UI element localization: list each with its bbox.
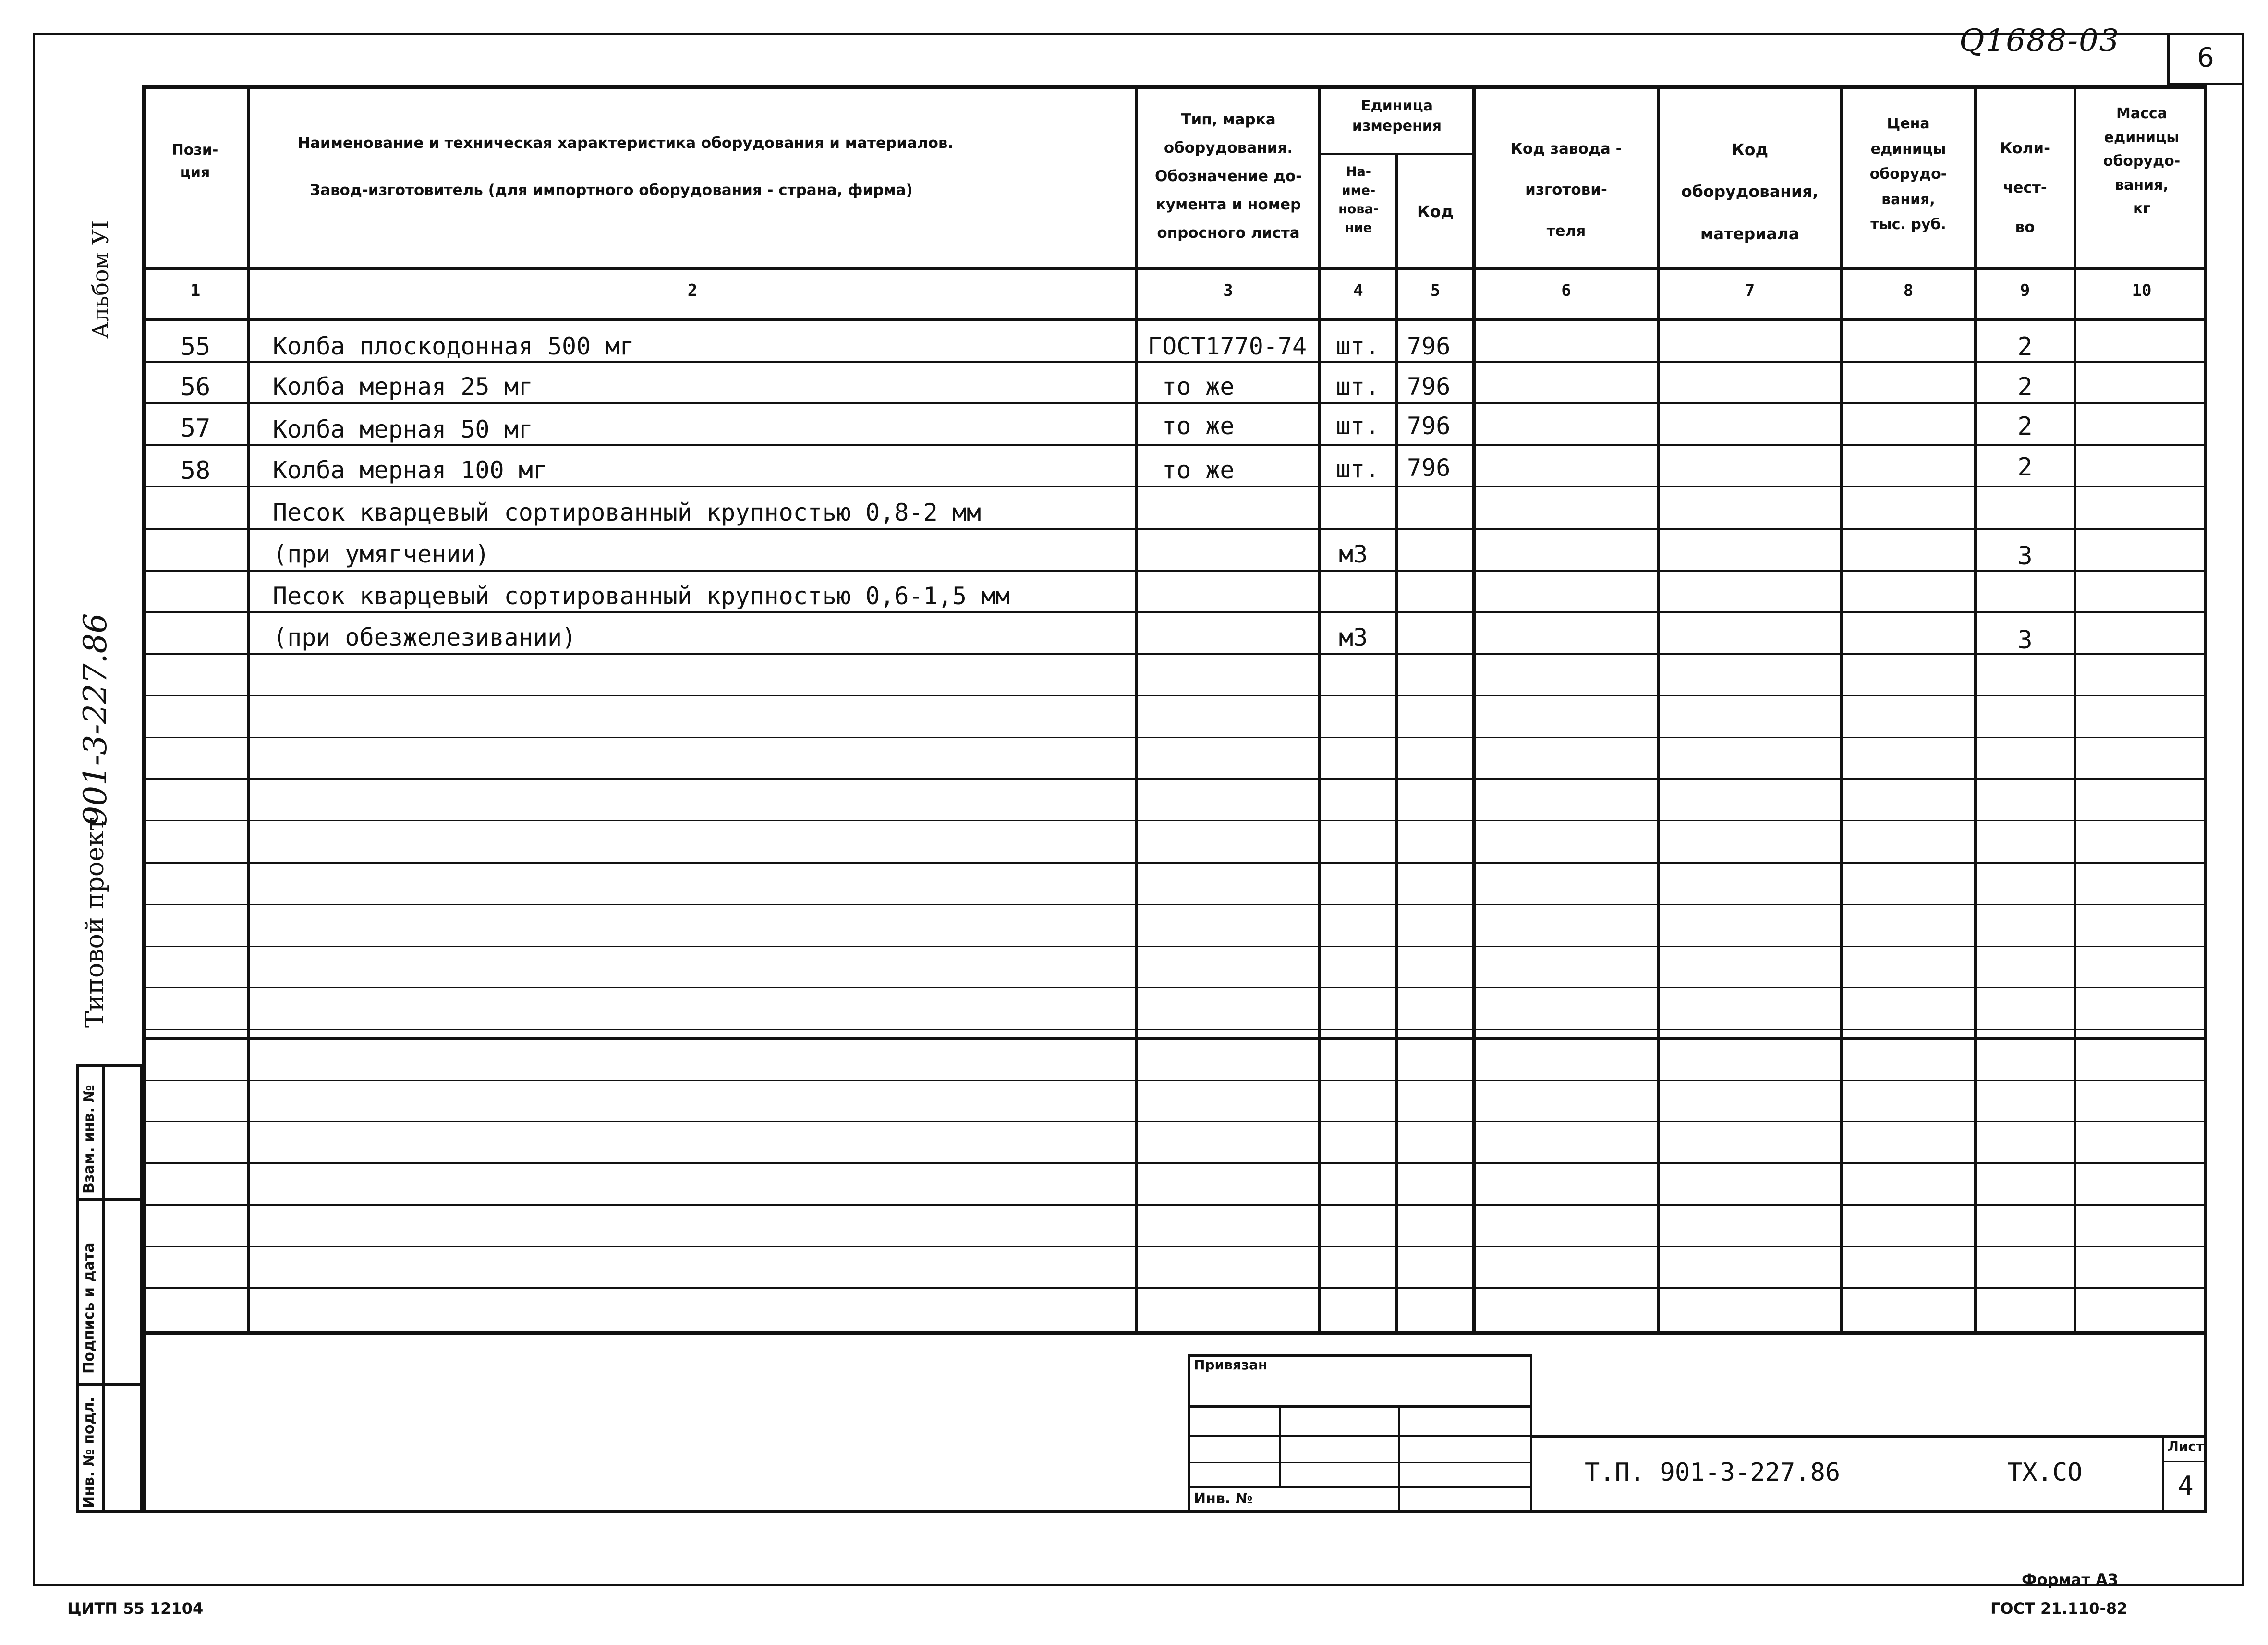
colnum-4: 4 [1353, 281, 1363, 300]
row-5-name: Песок кварцевый сортированный крупностью 0,8-2 мм [273, 499, 982, 526]
header-name-line2: Завод-изготовитель (для импортного оборудования - страна, фирма) [310, 182, 913, 199]
header-price: Цена единицы оборудо- вания, тыс. руб. [1869, 115, 1947, 233]
sheet-number: 4 [2178, 1471, 2194, 1501]
row-8-name: (при обезжелезивании) [273, 623, 577, 651]
document-code: Q1688-03 [1959, 23, 2120, 59]
footer-left: ЦИТП 55 12104 [67, 1599, 204, 1618]
stamp-label-inv: Инв. № подл. [81, 1396, 97, 1508]
sheet-label: Лист [2167, 1438, 2204, 1454]
header-type: Тип, марка оборудования. Обозначение до- кумента и номер опросного листа [1154, 111, 1302, 242]
designation: Т.П. 901-3-227.86 [1585, 1458, 1841, 1487]
row-6-unit: м3 [1339, 540, 1368, 568]
footer-standard: ГОСТ 21.110-82 [1990, 1599, 2128, 1618]
album-label: Альбом УI [87, 220, 113, 339]
colnum-9: 9 [2020, 281, 2030, 300]
project-label: Типовой проект [81, 817, 109, 1028]
row-1-type: ГОСТ1770-74 [1148, 332, 1307, 360]
header-position: Пози- ция [171, 142, 218, 181]
row-4-quantity: 2 [2017, 453, 2033, 482]
row-4-type: то же [1162, 456, 1235, 484]
footer-format: Формат А3 [2022, 1571, 2119, 1589]
row-3-quantity: 2 [2017, 412, 2033, 441]
row-1-unit: шт. [1336, 332, 1380, 360]
page-number: 6 [2197, 42, 2214, 73]
header-quantity: Коли- чест- во [2000, 140, 2050, 236]
row-2-unit-code: 796 [1407, 373, 1451, 401]
colnum-7: 7 [1745, 281, 1755, 300]
header-unit-code: Код [1417, 202, 1454, 221]
colnum-1: 1 [190, 281, 201, 300]
colnum-6: 6 [1561, 281, 1571, 300]
row-7-name: Песок кварцевый сортированный крупностью 0,6-1,5 мм [273, 582, 1010, 610]
row-8-unit: м3 [1339, 623, 1368, 651]
colnum-8: 8 [1903, 281, 1914, 300]
header-mass: Масса единицы оборудо- вания, кг [2103, 105, 2181, 217]
colnum-5: 5 [1430, 281, 1441, 300]
inv-number-label: Инв. № [1194, 1490, 1253, 1507]
stamp-label-vzam: Взам. инв. № [81, 1085, 97, 1194]
colnum-10: 10 [2132, 281, 2152, 300]
privyazan-label: Привязан [1194, 1357, 1268, 1373]
project-number: 901-3-227.86 [77, 613, 114, 826]
header-equipment-code: Код оборудования, материала [1681, 140, 1819, 243]
stamp-label-podpis: Подпись и дата [81, 1243, 97, 1374]
row-1-unit-code: 796 [1407, 332, 1451, 360]
colnum-2: 2 [687, 281, 698, 300]
header-factory-code: Код завода - изготови- теля [1510, 140, 1622, 240]
row-6-name: (при умягчении) [273, 540, 490, 568]
row-4-position: 58 [180, 456, 211, 485]
row-2-unit: шт. [1336, 373, 1380, 401]
row-2-quantity: 2 [2017, 373, 2033, 402]
row-1-position: 55 [180, 332, 211, 361]
row-8-quantity: 3 [2017, 626, 2033, 655]
row-3-unit: шт. [1336, 412, 1380, 440]
header-name-line1: Наименование и техническая характеристика оборудования и материалов. [298, 134, 954, 152]
row-4-name: Колба мерная 100 мг [273, 456, 547, 484]
row-1-quantity: 2 [2017, 332, 2033, 361]
row-3-position: 57 [180, 414, 211, 443]
row-4-unit-code: 796 [1407, 454, 1451, 482]
row-6-quantity: 3 [2017, 542, 2033, 571]
row-3-type: то же [1162, 412, 1235, 440]
header-unit-group: Единица измерения [1352, 97, 1442, 134]
row-2-position: 56 [180, 373, 211, 402]
row-4-unit: шт. [1336, 455, 1380, 483]
colnum-3: 3 [1223, 281, 1233, 300]
sheet-code: ТХ.СО [2007, 1458, 2083, 1487]
row-3-name: Колба мерная 50 мг [273, 415, 533, 443]
row-2-name: Колба мерная 25 мг [273, 373, 533, 401]
row-2-type: то же [1162, 373, 1235, 401]
row-1-name: Колба плоскодонная 500 мг [273, 332, 634, 360]
header-unit-name: На- име- нова- ние [1338, 164, 1379, 236]
row-3-unit-code: 796 [1407, 412, 1451, 440]
